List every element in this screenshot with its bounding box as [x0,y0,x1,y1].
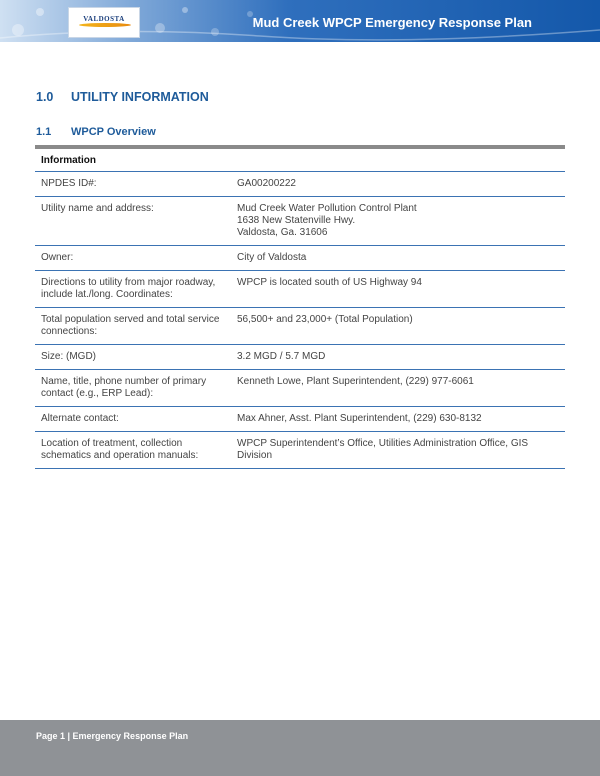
row-value: GA00200222 [237,178,296,189]
footer-page-label: Page 1 | Emergency Response Plan [36,731,189,741]
header-title: Mud Creek WPCP Emergency Response Plan [252,15,532,30]
page-header-banner [0,0,600,42]
row-label: Size: (MGD) [41,351,96,362]
logo-swoosh [79,23,131,27]
table-row [35,345,565,370]
row-value: Mud Creek Water Pollution Control Plant 1638 New Statenville Hwy. Valdosta, Ga. 31606 [237,203,417,238]
row-value: 3.2 MGD / 5.7 MGD [237,351,326,362]
valdosta-logo [68,7,140,38]
row-value: WPCP Superintendent’s Office, Utilities Administration Office, GIS Division [237,438,529,461]
logo-text: VALDOSTA [83,15,125,23]
row-label: NPDES ID#: [41,178,97,189]
row-label: Total population served and total service connections: [41,314,220,337]
row-value: Kenneth Lowe, Plant Superintendent, (229) 977-6061 [237,376,474,387]
row-label: Directions to utility from major roadway, include lat./long. Coordinates: [41,277,216,300]
table-row [35,172,565,197]
row-label: Location of treatment, collection schematics and operation manuals: [41,438,199,461]
section-number: 1.0 [36,90,54,104]
table-row [35,407,565,432]
subsection-title: WPCP Overview [71,126,156,138]
subsection-number: 1.1 [36,126,52,138]
table-row [35,246,565,271]
section-heading [36,90,209,104]
row-value: Max Ahner, Asst. Plant Superintendent, (229) 630-8132 [237,413,482,424]
table-row [35,370,565,407]
row-label: Alternate contact: [41,413,119,424]
row-value: City of Valdosta [237,252,307,263]
table-row [35,308,565,345]
table-row [35,271,565,308]
row-label: Utility name and address: [41,203,154,214]
section-title: UTILITY INFORMATION [71,90,209,104]
row-label: Owner: [41,252,74,263]
row-value: 56,500+ and 23,000+ (Total Population) [237,314,413,325]
row-label: Name, title, phone number of primary contact (e.g., ERP Lead): [41,376,207,399]
subsection-heading [36,126,156,138]
row-value: WPCP is located south of US Highway 94 [237,277,422,288]
table-row [35,432,565,469]
table-heading: Information [35,145,565,172]
page-footer [0,720,600,776]
utility-info-table [35,145,565,469]
table-row [35,197,565,246]
